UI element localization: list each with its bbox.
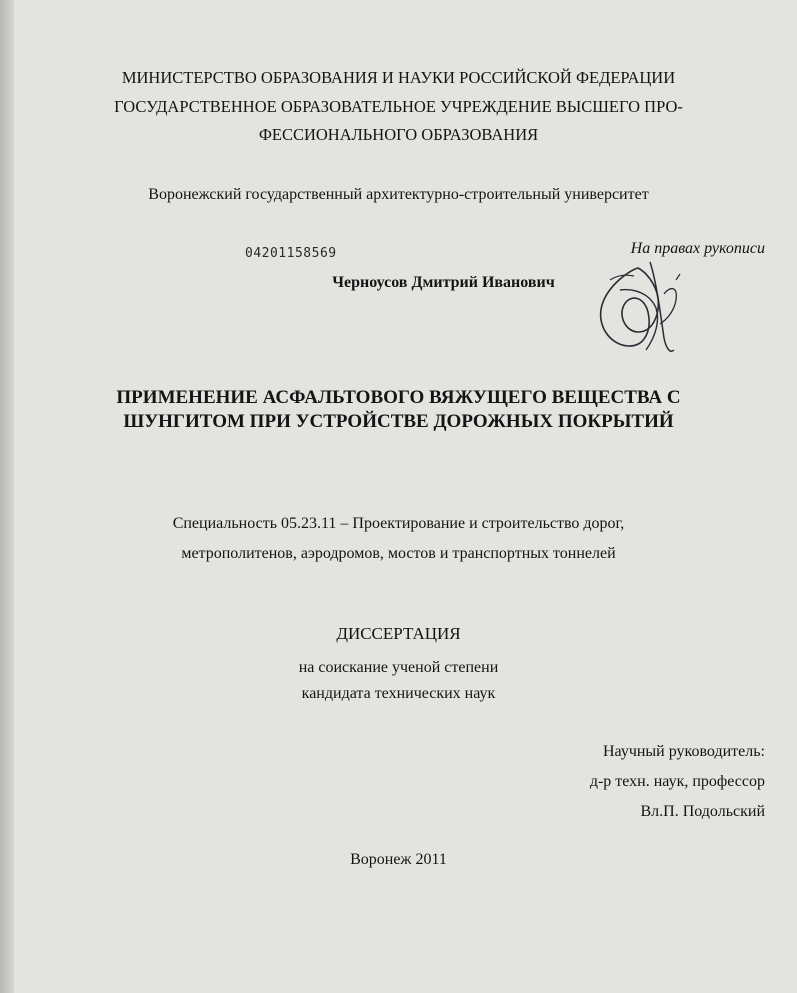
supervisor-block <box>590 737 765 827</box>
document-type: ДИССЕРТАЦИЯ <box>336 624 461 643</box>
ministry-line-3: ФЕССИОНАЛЬНОГО ОБРАЗОВАНИЯ <box>258 125 539 144</box>
city-year: Воронеж 2011 <box>350 851 447 868</box>
supervisor-label: Научный руководитель: <box>602 743 765 760</box>
university-name: Воронежский государственный архитектурно-строительный университет <box>148 186 649 203</box>
specialty <box>0 509 797 569</box>
specialty-line-2: метрополитенов, аэродромов, мостов и транспортных тоннелей <box>181 545 616 562</box>
degree-line-2: кандидата технических наук <box>301 685 496 702</box>
degree-info <box>0 655 797 707</box>
ministry-header <box>0 64 797 150</box>
ministry-line-2: ГОСУДАРСТВЕННОЕ ОБРАЗОВАТЕЛЬНОЕ УЧРЕЖДЕНИЕ ВЫСШЕГО ПРО- <box>114 96 683 116</box>
supervisor-name: Вл.П. Подольский <box>640 803 765 820</box>
supervisor-degree: д-р техн. наук, профессор <box>589 773 765 790</box>
title-line-1: ПРИМЕНЕНИЕ АСФАЛЬТОВОГО ВЯЖУЩЕГО ВЕЩЕСТВА С <box>116 387 681 408</box>
specialty-line-1: Специальность 05.23.11 – Проектирование и строительство дорог, <box>172 515 625 532</box>
degree-line-1: на соискание ученой степени <box>298 659 499 676</box>
dissertation-title <box>0 386 797 434</box>
ministry-line-1: МИНИСТЕРСТВО ОБРАЗОВАНИЯ И НАУКИ РОССИЙСКОЙ ФЕДЕРАЦИИ <box>121 68 676 87</box>
inventory-number-stamp: 04201158569 <box>245 246 337 261</box>
rights-note: На правах рукописи <box>630 240 765 257</box>
author-name: Черноусов Дмитрий Иванович <box>332 274 555 291</box>
title-line-2: ШУНГИТОМ ПРИ УСТРОЙСТВЕ ДОРОЖНЫХ ПОКРЫТИЙ <box>123 411 674 432</box>
signature-icon <box>590 250 700 365</box>
